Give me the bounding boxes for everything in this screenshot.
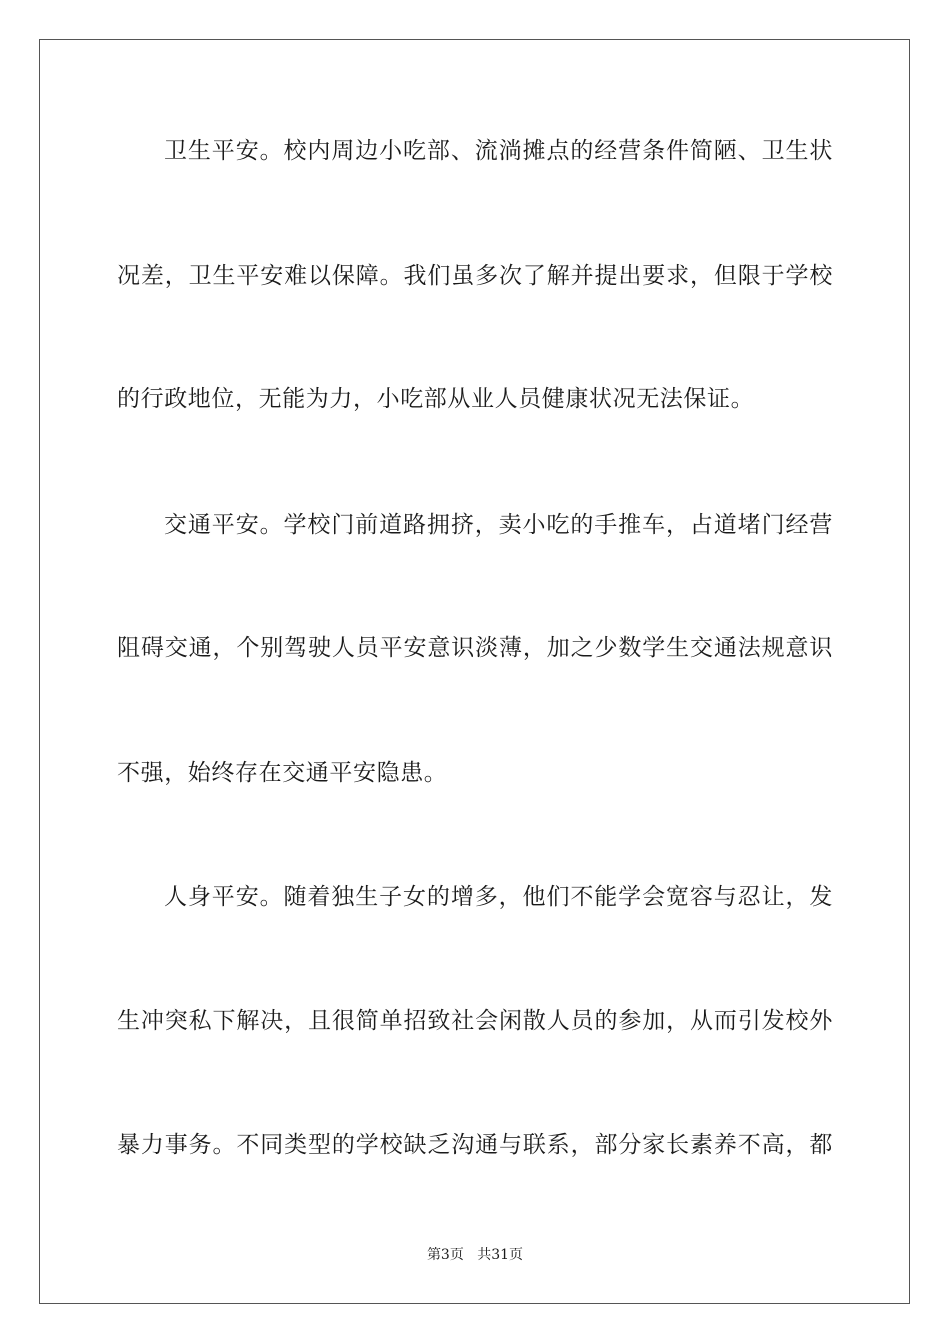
paragraph-line: 交通平安。学校门前道路拥挤，卖小吃的手推车，占道堵门经营 (164, 512, 833, 538)
paragraph-line: 况差，卫生平安难以保障。我们虽多次了解并提出要求，但限于学校 (117, 263, 833, 289)
paragraph-line: 阻碍交通，个别驾驶人员平安意识淡薄，加之少数学生交通法规意识 (117, 635, 833, 661)
paragraph-line: 生冲突私下解决，且很简单招致社会闲散人员的参加，从而引发校外 (117, 1008, 833, 1034)
paragraph-line: 暴力事务。不同类型的学校缺乏沟通与联系，部分家长素养不高，都 (117, 1132, 833, 1158)
page-border (39, 39, 910, 1304)
page-footer (0, 1246, 950, 1264)
page-total: 共31页 (477, 1247, 524, 1263)
paragraph-line: 的行政地位，无能为力，小吃部从业人员健康状况无法保证。 (117, 386, 755, 412)
page-number: 第3页 (426, 1247, 464, 1263)
paragraph-line: 不强，始终存在交通平安隐患。 (117, 760, 448, 786)
paragraph-line: 卫生平安。校内周边小吃部、流淌摊点的经营条件简陋、卫生状 (164, 138, 833, 164)
paragraph-line: 人身平安。随着独生子女的增多，他们不能学会宽容与忍让，发 (164, 884, 833, 910)
